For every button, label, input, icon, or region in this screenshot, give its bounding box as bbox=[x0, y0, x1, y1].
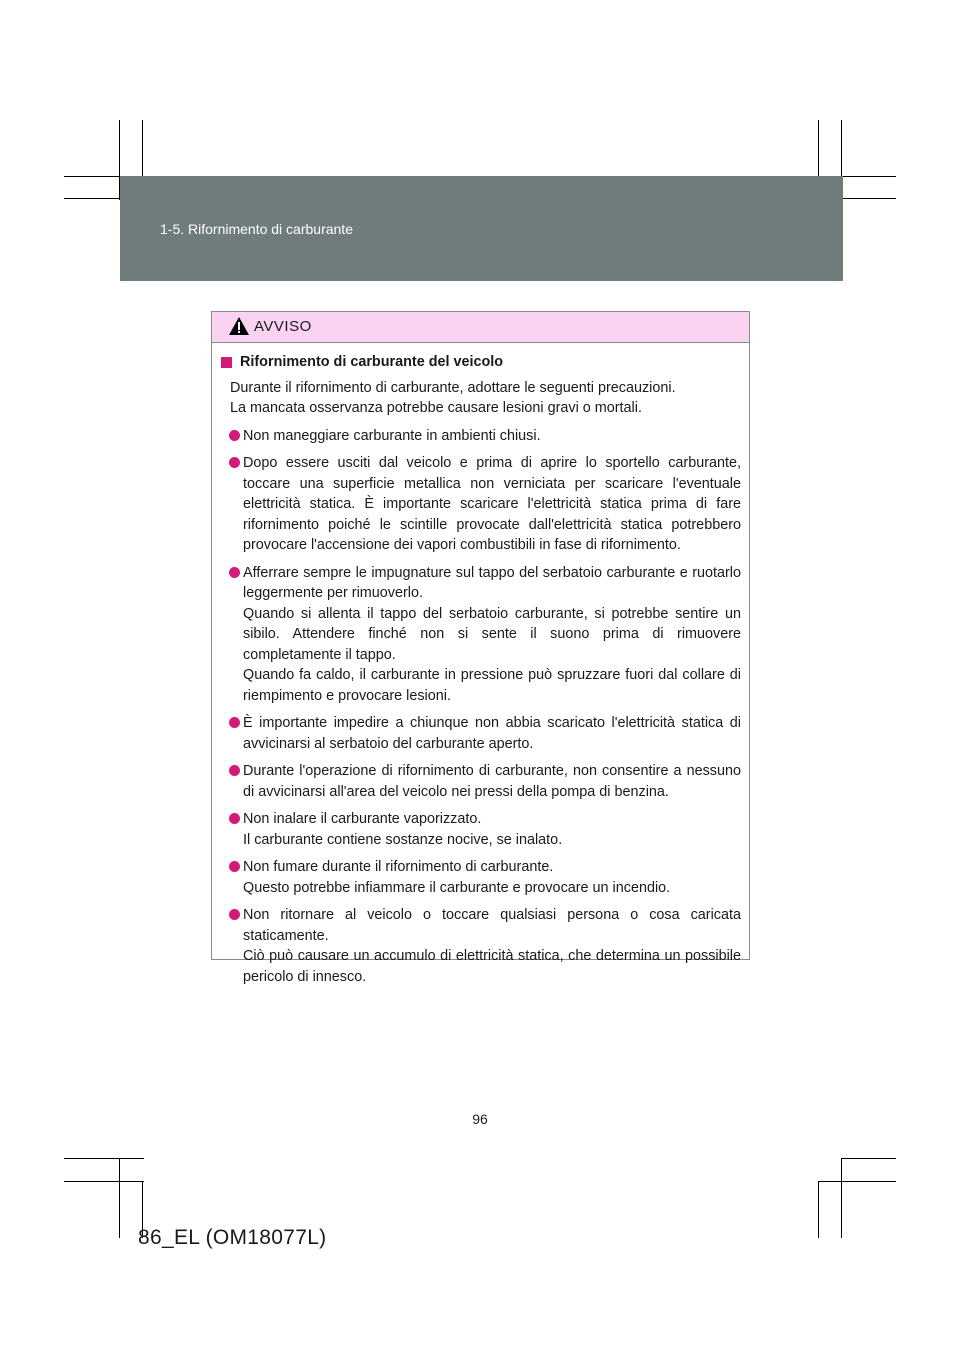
warning-body bbox=[212, 352, 749, 987]
item-text: È importante impedire a chiunque non abbia scaricato l'elettricità statica di avvicinarsi al serbatoio del carburante aperto. bbox=[243, 715, 741, 752]
item-text: Quando fa caldo, il carburante in pressione può spruzzare fuori dal collare di riempimento e provocare lesioni. bbox=[243, 667, 741, 704]
item-text: Dopo essere usciti dal veicolo e prima di aprire lo sportello carburante, toccare una superficie metallica non verniciata per scaricare l'eventuale elettricità statica. È importante scaricare l'elettricità statica prima di fare rifornimento poiché le scintille provocate dall'elettricità statica potrebbero provocare l'accensione dei vapori combustibili in fase di rifornimento. bbox=[243, 455, 741, 553]
item-text: Non fumare durante il rifornimento di carburante. bbox=[243, 859, 554, 875]
round-bullet-icon bbox=[229, 813, 240, 824]
crop-mark bbox=[64, 1181, 144, 1182]
warning-box bbox=[211, 311, 750, 985]
item-text: Il carburante contiene sostanze nocive, se inalato. bbox=[243, 831, 563, 848]
section-heading bbox=[212, 352, 749, 373]
warning-header bbox=[212, 312, 749, 343]
section-title: 1-5. Rifornimento di carburante bbox=[160, 221, 353, 237]
item-text: Quando si allenta il tappo del serbatoio carburante, si potrebbe sentire un sibilo. Attendere finché non si sente il suono prima di rimuovere completamente il tappo. bbox=[243, 605, 741, 663]
square-bullet-icon bbox=[221, 357, 232, 368]
round-bullet-icon bbox=[229, 861, 240, 872]
crop-mark bbox=[64, 1158, 144, 1159]
crop-mark bbox=[841, 1158, 896, 1159]
item-text: Non maneggiare carburante in ambienti chiusi. bbox=[243, 427, 541, 444]
document-code: 86_EL (OM18077L) bbox=[138, 1226, 327, 1249]
round-bullet-icon bbox=[229, 765, 240, 776]
intro-text bbox=[230, 378, 741, 419]
item-text: Non inalare il carburante vaporizzato. bbox=[243, 811, 482, 827]
item-text: Durante l'operazione di rifornimento di carburante, non consentire a nessuno di avvicinarsi all'area del veicolo nei pressi della pompa di benzina. bbox=[243, 763, 741, 800]
item-text: Non ritornare al veicolo o toccare qualsiasi persona o cosa caricata staticamente. bbox=[243, 907, 741, 944]
heading-text: Rifornimento di carburante del veicolo bbox=[240, 354, 504, 370]
list-item bbox=[243, 857, 741, 898]
list-item bbox=[243, 563, 741, 707]
list-item bbox=[243, 905, 741, 987]
warning-triangle-icon bbox=[228, 316, 250, 336]
list-item bbox=[243, 453, 741, 556]
crop-mark bbox=[119, 1158, 120, 1238]
item-text: Questo potrebbe infiammare il carburante e provocare un incendio. bbox=[243, 879, 671, 896]
round-bullet-icon bbox=[229, 430, 240, 441]
intro-line: La mancata osservanza potrebbe causare lesioni gravi o mortali. bbox=[230, 400, 642, 416]
round-bullet-icon bbox=[229, 457, 240, 468]
list-item bbox=[243, 761, 741, 802]
round-bullet-icon bbox=[229, 717, 240, 728]
item-text: Afferrare sempre le impugnature sul tappo del serbatoio carburante e ruotarlo leggermente per rimuoverlo. bbox=[243, 564, 741, 601]
warning-title: AVVISO bbox=[254, 318, 312, 335]
item-text: Ciò può causare un accumulo di elettricità statica, che determina un possibile pericolo di innesco. bbox=[243, 948, 741, 985]
list-item bbox=[243, 809, 741, 850]
round-bullet-icon bbox=[229, 909, 240, 920]
crop-mark bbox=[818, 1181, 896, 1182]
crop-mark bbox=[841, 1158, 842, 1238]
crop-mark bbox=[818, 1181, 819, 1238]
intro-line: Durante il rifornimento di carburante, adottare le seguenti precauzioni. bbox=[230, 379, 676, 396]
list-item bbox=[243, 426, 741, 447]
list-item bbox=[243, 713, 741, 754]
round-bullet-icon bbox=[229, 567, 240, 578]
page-number: 96 bbox=[472, 1111, 488, 1127]
